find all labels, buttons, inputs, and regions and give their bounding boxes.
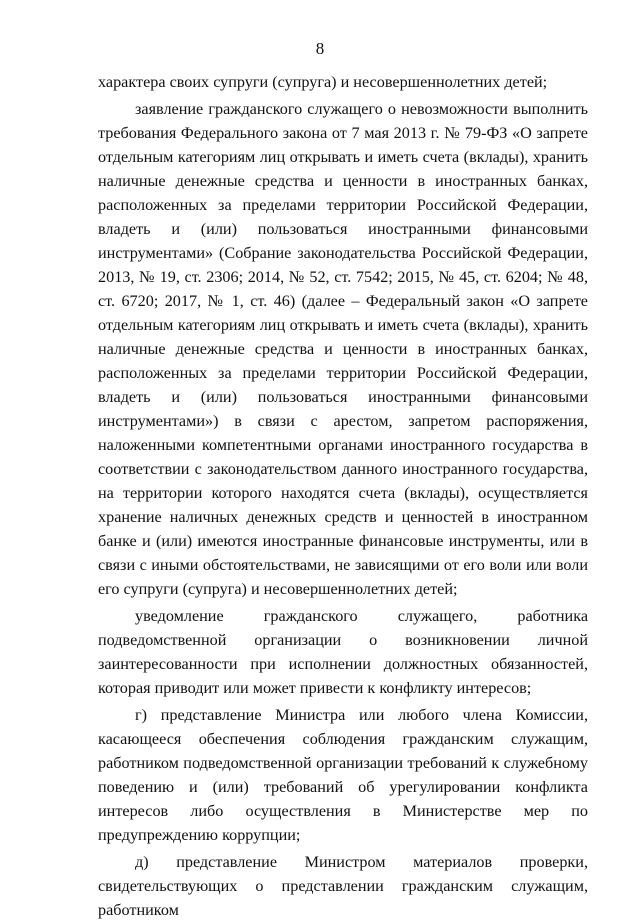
paragraph-item-g: г) представление Министра или любого члена Комиссии, касающееся обеспечения соблюдения гражданским служащим, работником подведомственной организации требований к служебному поведению и (или) требований об урегулировании конфликта интересов либо осуществления в Министерстве мер по предупреждению коррупции; bbox=[98, 706, 588, 844]
paragraph-continuation: характера своих супруги (супруга) и несовершеннолетних детей; bbox=[98, 73, 548, 91]
paragraph-statement-79fz: заявление гражданского служащего о невозможности выполнить требования Федерального закона от 7 мая 2013 г. № 79-ФЗ «О запрете отдельным категориям лиц открывать и иметь счета (вклады), хранить наличные денежные средства и ценности в иностранных банках, расположенных за пределами территории Российской Федерации, владеть и (или) пользоваться иностранными финансовыми инструментами» (Собрание законодательства Российской Федерации, 2013, № 19, ст. 2306; 2014, № 52, ст. 7542; 2015, № 45, ст. 6204; № 48, ст. 6720; 2017, № 1, ст. 46) (далее – Федеральный закон «О запрете отдельным категориям лиц открывать и иметь счета (вклады), хранить наличные денежные средства и ценности в иностранных банках, расположенных за пределами территории Российской Федерации, владеть и (или) пользоваться иностранными финансовыми инструментами») в связи с арестом, запретом распоряжения, наложенными компетентными органами иностранного государства в соответствии с законодательством данного иностранного государства, на территории которого находятся счета (вклады), осуществляется хранение наличных денежных средств и ценностей в иностранном банке и (или) имеются иностранные финансовые инструменты, или в связи с иными обстоятельствами, не зависящими от его воли или воли его супруги (супруга) и несовершеннолетних детей; bbox=[98, 100, 588, 598]
document-body bbox=[98, 70, 588, 922]
paragraph-notification-conflict: уведомление гражданского служащего, работника подведомственной организации о возникновении личной заинтересованности при исполнении должностных обязанностей, которая приводит или может привести к конфликту интересов; bbox=[98, 607, 588, 697]
paragraph-item-d: д) представление Министром материалов проверки, свидетельствующих о представлении гражданским служащим, работником bbox=[98, 853, 588, 919]
page-number: 8 bbox=[315, 39, 325, 58]
